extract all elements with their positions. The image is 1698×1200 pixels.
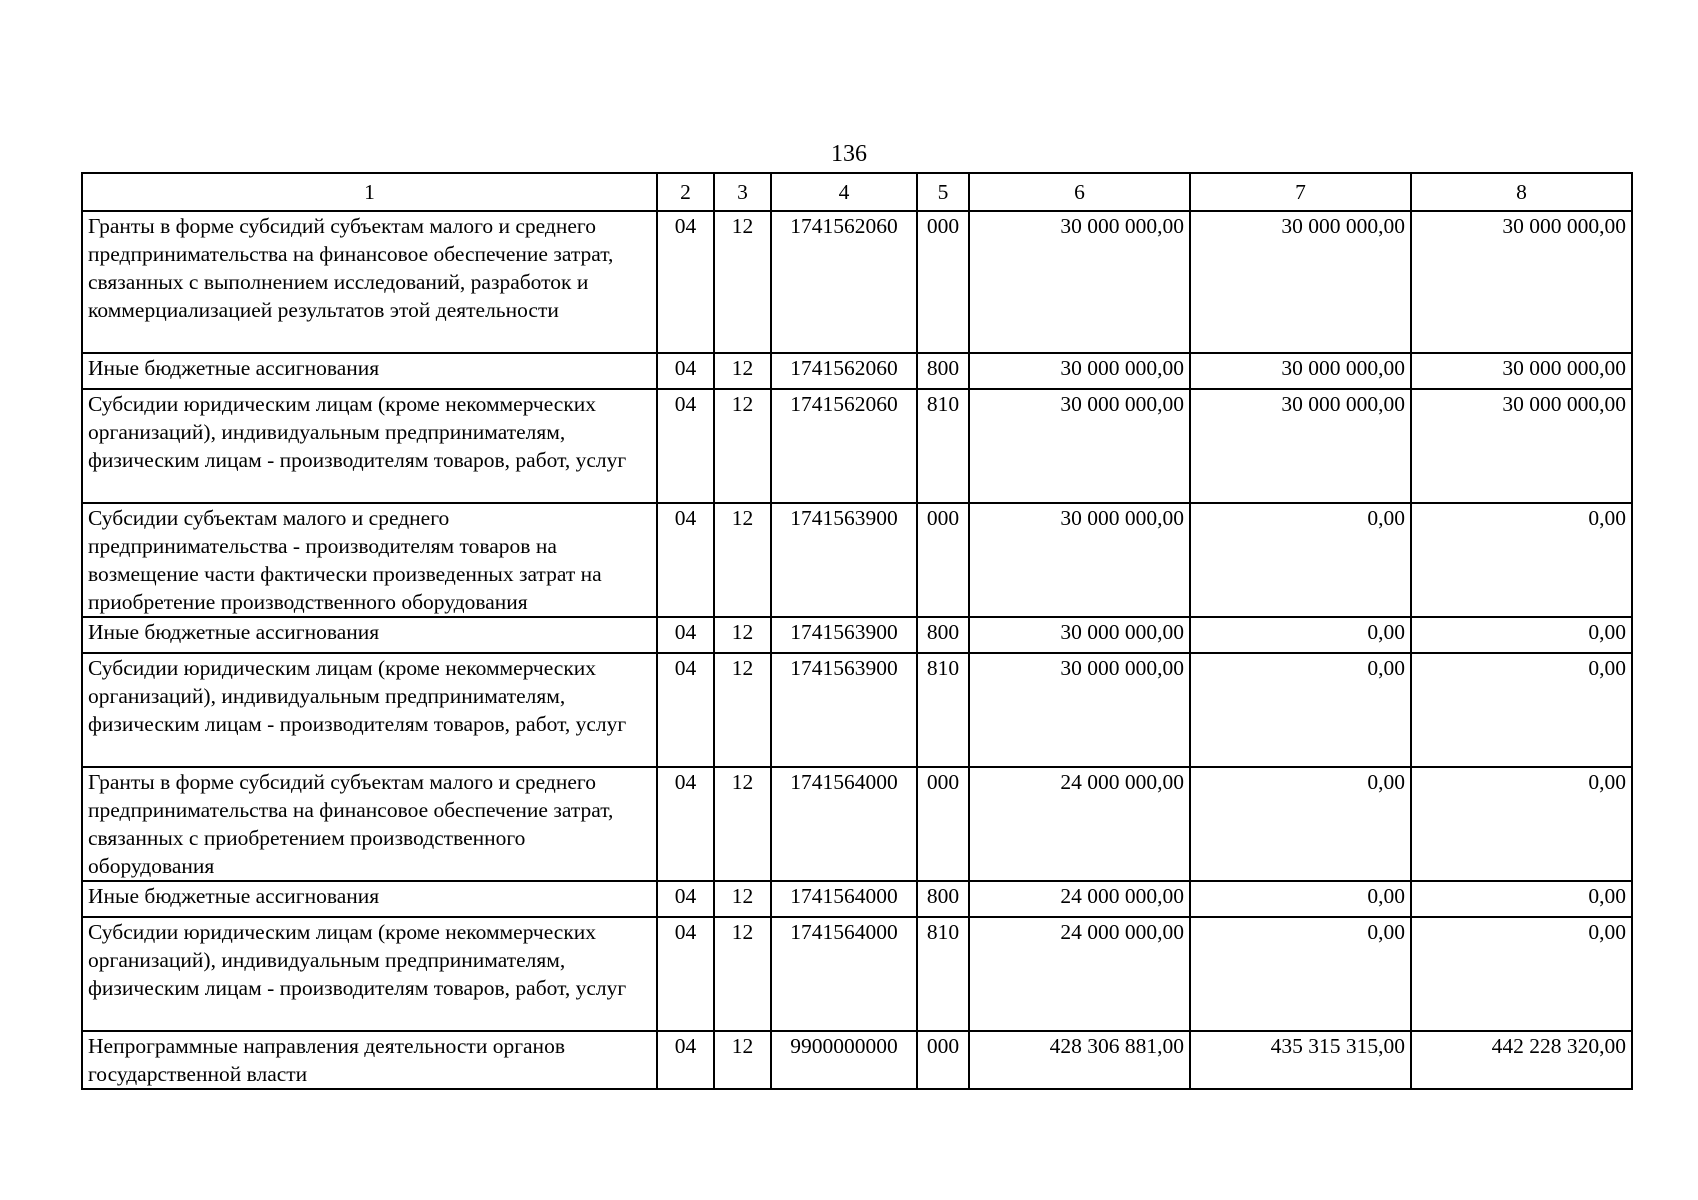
table-row	[82, 1031, 1632, 1089]
budget-table	[81, 172, 1633, 1090]
amount-col6: 30 000 000,00	[969, 389, 1190, 503]
amount-col7: 30 000 000,00	[1190, 389, 1411, 503]
expense-name: Субсидии юридическим лицам (кроме некоммерческих организаций), индивидуальным предпринимателям, физическим лицам - производителям товаров, работ, услуг	[82, 389, 657, 503]
table-row	[82, 917, 1632, 1031]
column-header: 6	[969, 173, 1190, 211]
amount-col6: 30 000 000,00	[969, 211, 1190, 353]
expense-type-code: 810	[917, 389, 969, 503]
target-article-code: 1741562060	[771, 353, 917, 389]
expense-type-code: 800	[917, 617, 969, 653]
amount-col8: 442 228 320,00	[1411, 1031, 1632, 1089]
section-code: 04	[657, 211, 714, 353]
column-header: 5	[917, 173, 969, 211]
expense-type-code: 810	[917, 653, 969, 767]
amount-col7: 435 315 315,00	[1190, 1031, 1411, 1089]
amount-col8: 0,00	[1411, 881, 1632, 917]
amount-col8: 30 000 000,00	[1411, 353, 1632, 389]
table-row	[82, 389, 1632, 503]
header-row	[82, 173, 1632, 211]
amount-col6: 30 000 000,00	[969, 503, 1190, 617]
section-code: 04	[657, 881, 714, 917]
amount-col8: 0,00	[1411, 767, 1632, 881]
subsection-code: 12	[714, 653, 771, 767]
target-article-code: 1741564000	[771, 767, 917, 881]
expense-type-code: 800	[917, 881, 969, 917]
expense-name: Иные бюджетные ассигнования	[82, 617, 657, 653]
amount-col7: 0,00	[1190, 917, 1411, 1031]
expense-type-code: 000	[917, 1031, 969, 1089]
subsection-code: 12	[714, 353, 771, 389]
subsection-code: 12	[714, 389, 771, 503]
expense-type-code: 810	[917, 917, 969, 1031]
expense-type-code: 000	[917, 767, 969, 881]
section-code: 04	[657, 503, 714, 617]
section-code: 04	[657, 653, 714, 767]
expense-type-code: 800	[917, 353, 969, 389]
amount-col6: 24 000 000,00	[969, 767, 1190, 881]
expense-name: Субсидии юридическим лицам (кроме некоммерческих организаций), индивидуальным предпринимателям, физическим лицам - производителям товаров, работ, услуг	[82, 653, 657, 767]
amount-col6: 30 000 000,00	[969, 617, 1190, 653]
section-code: 04	[657, 917, 714, 1031]
subsection-code: 12	[714, 767, 771, 881]
amount-col6: 24 000 000,00	[969, 917, 1190, 1031]
amount-col8: 0,00	[1411, 503, 1632, 617]
subsection-code: 12	[714, 503, 771, 617]
table-row	[82, 767, 1632, 881]
expense-name: Гранты в форме субсидий субъектам малого и среднего предпринимательства на финансовое обеспечение затрат, связанных с выполнением исследований, разработок и коммерциализацией результатов этой деятельности	[82, 211, 657, 353]
expense-name: Субсидии субъектам малого и среднего предпринимательства - производителям товаров на возмещение части фактически произведенных затрат на приобретение производственного оборудования	[82, 503, 657, 617]
amount-col7: 0,00	[1190, 767, 1411, 881]
target-article-code: 1741563900	[771, 617, 917, 653]
amount-col6: 30 000 000,00	[969, 353, 1190, 389]
target-article-code: 1741563900	[771, 503, 917, 617]
expense-type-code: 000	[917, 211, 969, 353]
section-code: 04	[657, 353, 714, 389]
amount-col8: 0,00	[1411, 653, 1632, 767]
table-row	[82, 353, 1632, 389]
amount-col8: 30 000 000,00	[1411, 389, 1632, 503]
expense-name: Иные бюджетные ассигнования	[82, 881, 657, 917]
amount-col8: 30 000 000,00	[1411, 211, 1632, 353]
expense-name: Субсидии юридическим лицам (кроме некоммерческих организаций), индивидуальным предпринимателям, физическим лицам - производителям товаров, работ, услуг	[82, 917, 657, 1031]
amount-col7: 30 000 000,00	[1190, 353, 1411, 389]
subsection-code: 12	[714, 211, 771, 353]
column-header: 1	[82, 173, 657, 211]
amount-col7: 0,00	[1190, 617, 1411, 653]
amount-col6: 428 306 881,00	[969, 1031, 1190, 1089]
subsection-code: 12	[714, 617, 771, 653]
table-row	[82, 503, 1632, 617]
section-code: 04	[657, 1031, 714, 1089]
expense-name: Иные бюджетные ассигнования	[82, 353, 657, 389]
expense-name: Гранты в форме субсидий субъектам малого и среднего предпринимательства на финансовое обеспечение затрат, связанных с приобретением производственного оборудования	[82, 767, 657, 881]
target-article-code: 1741562060	[771, 389, 917, 503]
section-code: 04	[657, 617, 714, 653]
target-article-code: 1741564000	[771, 917, 917, 1031]
section-code: 04	[657, 389, 714, 503]
subsection-code: 12	[714, 881, 771, 917]
amount-col6: 30 000 000,00	[969, 653, 1190, 767]
column-header: 7	[1190, 173, 1411, 211]
amount-col7: 0,00	[1190, 881, 1411, 917]
table-row	[82, 617, 1632, 653]
expense-name: Непрограммные направления деятельности органов государственной власти	[82, 1031, 657, 1089]
target-article-code: 1741562060	[771, 211, 917, 353]
column-header: 8	[1411, 173, 1632, 211]
section-code: 04	[657, 767, 714, 881]
column-header: 3	[714, 173, 771, 211]
column-header: 4	[771, 173, 917, 211]
page-number: 136	[831, 141, 867, 167]
amount-col6: 24 000 000,00	[969, 881, 1190, 917]
target-article-code: 1741564000	[771, 881, 917, 917]
amount-col7: 0,00	[1190, 653, 1411, 767]
table-row	[82, 881, 1632, 917]
target-article-code: 1741563900	[771, 653, 917, 767]
amount-col8: 0,00	[1411, 617, 1632, 653]
table-row	[82, 211, 1632, 353]
amount-col7: 30 000 000,00	[1190, 211, 1411, 353]
subsection-code: 12	[714, 1031, 771, 1089]
amount-col7: 0,00	[1190, 503, 1411, 617]
amount-col8: 0,00	[1411, 917, 1632, 1031]
expense-type-code: 000	[917, 503, 969, 617]
subsection-code: 12	[714, 917, 771, 1031]
table-row	[82, 653, 1632, 767]
column-header: 2	[657, 173, 714, 211]
target-article-code: 9900000000	[771, 1031, 917, 1089]
